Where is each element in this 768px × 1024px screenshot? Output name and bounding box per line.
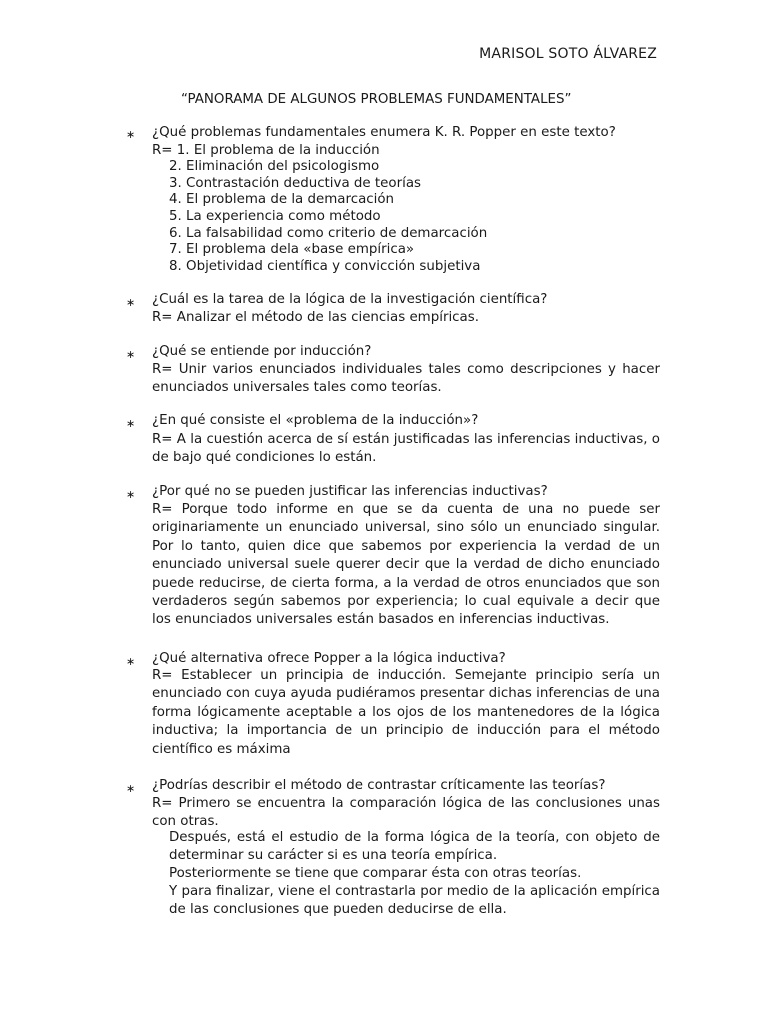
bullet-marker: ∗ — [126, 348, 136, 361]
answer-7: R= Primero se encuentra la comparación lógica de las conclusiones unas con otras. — [152, 796, 660, 830]
paragraph: Después, está el estudio de la forma lógica de la teoría, con objeto de determinar su carácter si es una teoría empírica. — [169, 830, 660, 864]
answer-1: R= 1. El problema de la inducción — [152, 143, 380, 158]
question-6: ¿Qué alternativa ofrece Popper a la lógica inductiva? — [152, 651, 506, 666]
question-7: ¿Podrías describir el método de contrastar críticamente las teorías? — [152, 778, 606, 793]
question-4: ¿En qué consiste el «problema de la inducción»? — [152, 413, 479, 428]
answer-4: R= A la cuestión acerca de sí están justificadas las inferencias inductivas, o de bajo qué condiciones lo están. — [152, 432, 660, 466]
list-item: 2. Eliminación del psicologismo — [169, 159, 380, 174]
bullet-marker: ∗ — [126, 417, 136, 430]
list-item: 5. La experiencia como método — [169, 209, 381, 224]
bullet-marker: ∗ — [126, 128, 136, 141]
list-item: 8. Objetividad científica y convicción subjetiva — [169, 259, 481, 274]
paragraph: Posteriormente se tiene que comparar ésta con otras teorías. — [169, 866, 582, 881]
bullet-marker: ∗ — [126, 296, 136, 309]
bullet-marker: ∗ — [126, 655, 136, 668]
author-name: MARISOL SOTO ÁLVAREZ — [479, 46, 657, 62]
answer-5: R= Porque todo informe en que se da cuenta de una no puede ser originariamente un enunciado universal, sino sólo un enunciado singular. Por lo tanto, quien dice que sabemos por experiencia la verdad de un enunciado universal suele querer decir que la verdad de dicho enunciado puede reducirse, de cierta forma, a la verdad de otros enunciados que son verdaderos según sabemos por experiencia; lo cual equivale a decir que los enunciados universales están basados en inferencias inductivas. — [152, 502, 660, 628]
list-item: 3. Contrastación deductiva de teorías — [169, 176, 422, 191]
list-item: 6. La falsabilidad como criterio de demarcación — [169, 226, 488, 241]
answer-3: R= Unir varios enunciados individuales tales como descripciones y hacer enunciados universales tales como teorías. — [152, 362, 660, 396]
document-title: “PANORAMA DE ALGUNOS PROBLEMAS FUNDAMENTALES” — [181, 92, 572, 107]
answer-2: R= Analizar el método de las ciencias empíricas. — [152, 310, 479, 325]
list-item: 7. El problema dela «base empírica» — [169, 242, 415, 257]
bullet-marker: ∗ — [126, 782, 136, 795]
question-3: ¿Qué se entiende por inducción? — [152, 344, 372, 359]
list-item: 4. El problema de la demarcación — [169, 192, 395, 207]
answer-6: R= Establecer un principia de inducción. Semejante principio sería un enunciado con cuya ayuda pudiéramos presentar dichas inferencias de una forma lógicamente aceptable a los ojos de los mantenedores de la lógica inductiva; la importancia de un principio de inducción para el método científico es máxima — [152, 668, 660, 757]
paragraph: Y para finalizar, viene el contrastarla por medio de la aplicación empírica de las conclusiones que pueden deducirse de ella. — [169, 884, 660, 918]
question-1: ¿Qué problemas fundamentales enumera K. R. Popper en este texto? — [152, 125, 616, 140]
bullet-marker: ∗ — [126, 488, 136, 501]
question-2: ¿Cuál es la tarea de la lógica de la investigación científica? — [152, 292, 548, 307]
question-5: ¿Por qué no se pueden justificar las inferencias inductivas? — [152, 484, 548, 499]
